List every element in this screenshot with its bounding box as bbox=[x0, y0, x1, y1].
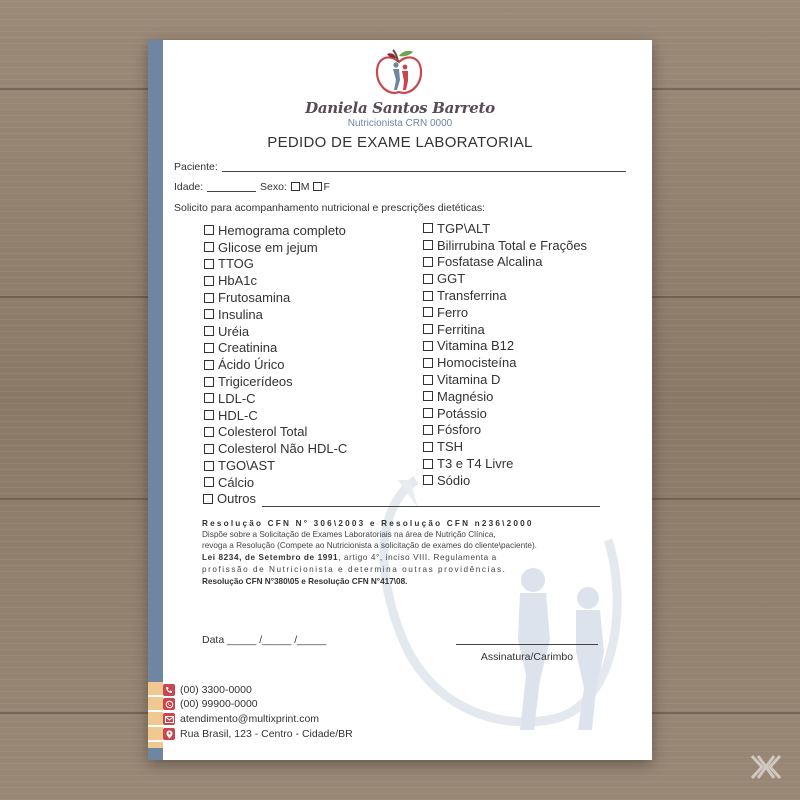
exam-item[interactable] bbox=[204, 356, 347, 373]
exam-label: TTOG bbox=[218, 256, 254, 272]
checkbox[interactable] bbox=[423, 358, 433, 368]
sex-m-label: M bbox=[300, 181, 310, 193]
exam-item[interactable] bbox=[423, 321, 587, 338]
checkbox[interactable] bbox=[423, 274, 433, 284]
corner-x-mark-icon bbox=[748, 752, 784, 782]
contact-whatsapp bbox=[163, 698, 258, 710]
exam-item[interactable] bbox=[204, 323, 347, 340]
sex-f-checkbox[interactable] bbox=[313, 182, 322, 191]
checkbox[interactable] bbox=[423, 425, 433, 435]
exam-list-left bbox=[204, 222, 347, 491]
signature-label: Assinatura/Carimbo bbox=[480, 651, 574, 663]
exam-item[interactable] bbox=[204, 407, 347, 424]
exam-label: T3 e T4 Livre bbox=[437, 456, 514, 472]
exam-item[interactable] bbox=[423, 422, 587, 439]
exam-label: Ferro bbox=[437, 304, 469, 320]
exam-item[interactable] bbox=[204, 440, 347, 457]
exam-label: Hemograma completo bbox=[218, 222, 346, 238]
checkbox[interactable] bbox=[204, 309, 214, 319]
exam-label: GGT bbox=[437, 271, 466, 287]
checkbox[interactable] bbox=[204, 477, 214, 487]
form-title: PEDIDO DE EXAME LABORATORIAL bbox=[267, 134, 533, 151]
exam-label: Glicose em jejum bbox=[218, 239, 318, 255]
checkbox[interactable] bbox=[204, 393, 214, 403]
exam-item[interactable] bbox=[204, 239, 347, 256]
exam-label: HDL-C bbox=[218, 407, 258, 423]
age-label: Idade: bbox=[174, 181, 204, 193]
sex-field bbox=[260, 181, 330, 193]
exam-label: Homocisteína bbox=[437, 355, 517, 371]
contact-email-text: atendimento@multixprint.com bbox=[180, 713, 320, 725]
whatsapp-icon bbox=[163, 698, 175, 710]
checkbox[interactable] bbox=[204, 242, 214, 252]
checkbox[interactable] bbox=[423, 341, 433, 351]
phone-icon bbox=[163, 684, 175, 696]
resolution-heading bbox=[202, 519, 602, 528]
exam-label: Fósforo bbox=[437, 422, 482, 438]
checkbox[interactable] bbox=[204, 293, 214, 303]
exam-label: Creatinina bbox=[218, 340, 278, 356]
exam-item[interactable] bbox=[423, 304, 587, 321]
checkbox[interactable] bbox=[423, 257, 433, 267]
exam-item[interactable] bbox=[423, 254, 587, 271]
checkbox[interactable] bbox=[423, 391, 433, 401]
checkbox[interactable] bbox=[204, 360, 214, 370]
exam-label: TGP\ALT bbox=[437, 220, 491, 236]
sex-f-label: F bbox=[323, 181, 330, 193]
exam-item[interactable] bbox=[204, 340, 347, 357]
resolution-law-line bbox=[202, 553, 602, 562]
checkbox[interactable] bbox=[204, 343, 214, 353]
exam-label: Sódio bbox=[437, 472, 471, 488]
checkbox[interactable] bbox=[423, 375, 433, 385]
resolution-line: revoga a Resolução (Compete ao Nutricionista a solicitação de exames do cliente\paciente). bbox=[202, 541, 537, 550]
exam-item[interactable] bbox=[423, 438, 587, 455]
contact-email bbox=[163, 713, 319, 725]
exam-label: Uréia bbox=[218, 323, 250, 339]
checkbox[interactable] bbox=[204, 410, 214, 420]
patient-label: Paciente: bbox=[174, 161, 218, 173]
nutritionist-name: Daniela Santos Barreto bbox=[305, 99, 495, 117]
exam-item[interactable] bbox=[423, 455, 587, 472]
exam-label: Ácido Úrico bbox=[218, 357, 285, 373]
exam-item[interactable] bbox=[423, 237, 587, 254]
other-input-line[interactable] bbox=[262, 506, 600, 507]
checkbox[interactable] bbox=[204, 276, 214, 286]
exam-item[interactable] bbox=[204, 390, 347, 407]
contact-phone-text: (00) 3300-0000 bbox=[180, 684, 252, 696]
exam-item[interactable] bbox=[204, 289, 347, 306]
exam-request-form bbox=[148, 40, 652, 760]
other-checkbox[interactable] bbox=[203, 494, 213, 504]
resolution-line: Dispõe sobre a Solicitação de Exames Laboratoriais na área de Nutrição Clínica, bbox=[202, 530, 496, 539]
patient-input-line[interactable] bbox=[222, 171, 626, 172]
exam-label: Fosfatase Alcalina bbox=[437, 254, 543, 270]
exam-item[interactable] bbox=[204, 222, 347, 239]
exam-label: Insulina bbox=[218, 306, 263, 322]
contact-address bbox=[163, 728, 353, 740]
exam-item[interactable] bbox=[204, 457, 347, 474]
exam-item[interactable] bbox=[204, 474, 347, 491]
exam-item[interactable] bbox=[204, 272, 347, 289]
contact-phone bbox=[163, 684, 252, 696]
law-reference: Lei 8234, de Setembro de 1991 bbox=[202, 553, 339, 562]
exam-item[interactable] bbox=[204, 424, 347, 441]
exam-item[interactable] bbox=[204, 256, 347, 273]
checkbox[interactable] bbox=[423, 442, 433, 452]
exam-label: Vitamina B12 bbox=[437, 338, 515, 354]
apple-runners-logo bbox=[373, 48, 425, 98]
exam-item[interactable] bbox=[423, 270, 587, 287]
checkbox[interactable] bbox=[204, 427, 214, 437]
sex-m-checkbox[interactable] bbox=[291, 182, 300, 191]
request-intro: Solicito para acompanhamento nutricional e prescrições dietéticas: bbox=[174, 202, 486, 214]
checkbox[interactable] bbox=[204, 326, 214, 336]
checkbox[interactable] bbox=[423, 408, 433, 418]
contact-whatsapp-text: (00) 99900-0000 bbox=[180, 698, 258, 710]
exam-item[interactable] bbox=[423, 405, 587, 422]
email-icon bbox=[163, 713, 175, 725]
exam-list-right bbox=[423, 220, 587, 489]
exam-item[interactable] bbox=[204, 306, 347, 323]
resolution-footer bbox=[202, 577, 602, 586]
exam-label: LDL-C bbox=[218, 390, 256, 406]
exam-item[interactable] bbox=[204, 373, 347, 390]
checkbox[interactable] bbox=[423, 324, 433, 334]
checkbox[interactable] bbox=[204, 377, 214, 387]
other-label: Outros bbox=[217, 491, 257, 506]
exam-item[interactable] bbox=[423, 287, 587, 304]
location-pin-icon bbox=[163, 728, 175, 740]
age-input-line[interactable] bbox=[207, 191, 256, 192]
sex-label: Sexo: bbox=[260, 181, 287, 193]
checkbox[interactable] bbox=[423, 223, 433, 233]
exam-label: HbA1c bbox=[218, 273, 258, 289]
signature-line[interactable] bbox=[456, 644, 598, 645]
checkbox[interactable] bbox=[423, 475, 433, 485]
exam-item[interactable] bbox=[423, 338, 587, 355]
exam-label: Colesterol Total bbox=[218, 424, 308, 440]
exam-item[interactable] bbox=[423, 371, 587, 388]
contact-address-text: Rua Brasil, 123 - Centro - Cidade/BR bbox=[180, 728, 353, 740]
exam-label: Frutosamina bbox=[218, 290, 291, 306]
exam-label: Trigicerídeos bbox=[218, 374, 293, 390]
checkbox[interactable] bbox=[204, 461, 214, 471]
resolution-line: profissão de Nutricionista e determina outras providências. bbox=[202, 565, 507, 574]
exam-label: Magnésio bbox=[437, 388, 494, 404]
exam-label: TGO\AST bbox=[218, 458, 276, 474]
checkbox[interactable] bbox=[423, 240, 433, 250]
date-field[interactable]: Data _____ /_____ /_____ bbox=[202, 634, 327, 646]
resolution-title: Resolução CFN N° 306\2003 e Resolução CFN n236\2000 bbox=[202, 519, 534, 528]
checkbox[interactable] bbox=[204, 444, 214, 454]
checkbox[interactable] bbox=[423, 291, 433, 301]
other-exam-option[interactable] bbox=[203, 491, 256, 506]
exam-label: Cálcio bbox=[218, 474, 255, 490]
checkbox[interactable] bbox=[423, 459, 433, 469]
checkbox[interactable] bbox=[423, 307, 433, 317]
checkbox[interactable] bbox=[204, 259, 214, 269]
exam-label: Bilirrubina Total e Frações bbox=[437, 237, 588, 253]
exam-label: Ferritina bbox=[437, 321, 485, 337]
exam-label: Potássio bbox=[437, 405, 487, 421]
exam-item[interactable] bbox=[423, 354, 587, 371]
exam-item[interactable] bbox=[423, 220, 587, 237]
exam-label: Transferrina bbox=[437, 288, 507, 304]
exam-item[interactable] bbox=[423, 472, 587, 489]
resolution-footer-text: Resolução CFN N°380\05 e Resolução CFN N°417\08. bbox=[202, 577, 408, 586]
exam-label: Vitamina D bbox=[437, 372, 501, 388]
exam-label: Colesterol Não HDL-C bbox=[218, 441, 348, 457]
exam-item[interactable] bbox=[423, 388, 587, 405]
checkbox[interactable] bbox=[204, 225, 214, 235]
law-text: , artigo 4°, inciso VIII. Regulamenta a bbox=[338, 553, 497, 562]
exam-label: TSH bbox=[437, 439, 463, 455]
nutritionist-registration: Nutricionista CRN 0000 bbox=[347, 118, 453, 129]
